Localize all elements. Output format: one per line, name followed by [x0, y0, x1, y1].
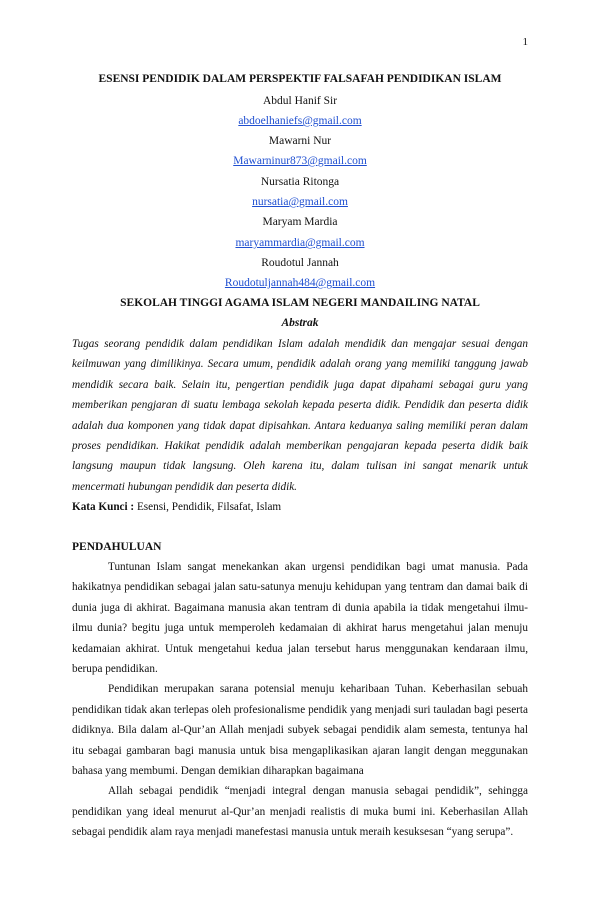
author-name: Mawarni Nur [268, 135, 332, 147]
author-name: Maryam Mardia [262, 216, 338, 228]
author-email[interactable]: nursatia@gmail.com [252, 196, 348, 208]
author-email[interactable]: Roudotuljannah484@gmail.com [224, 277, 376, 289]
keywords-label: Kata Kunci : [72, 501, 135, 513]
institution: SEKOLAH TINGGI AGAMA ISLAM NEGERI MANDAILING NATAL [120, 297, 480, 309]
body-paragraph: Tuntunan Islam sangat menekankan akan urgensi pendidikan bagi umat manusia. Pada hakikatnya pendidikan sebagai jalan satu-satunya menuju kehidupan yang tentram dan damai baik di dunia juga di akhirat. Bagaimana manusia akan tentram di dunia apabila ia tidak mengetahui ilmu-ilmu dunia? begitu juga untuk memperoleh kedamaian di akhirat harus mengetahui jalan menuju kedamaian akhirat. Untuk mengetahui kedua jalan tersebut harus menggunakan kendaraan ilmu, berupa pendidikan. [72, 561, 528, 676]
author-name: Roudotul Jannah [261, 257, 339, 269]
author-email[interactable]: maryammardia@gmail.com [235, 237, 365, 249]
author-name: Nursatia Ritonga [260, 176, 340, 188]
section-heading: PENDAHULUAN [72, 541, 162, 553]
keywords: Esensi, Pendidik, Filsafat, Islam [136, 501, 282, 513]
author-email[interactable]: abdoelhaniefs@gmail.com [238, 115, 362, 127]
body-paragraph: Allah sebagai pendidik “menjadi integral dengan manusia sebagai pendidik”, sehingga pendidikan yang ideal menurut al-Qur’an menjadi realistis di muka bumi ini. Keberhasilan Allah sebagai pendidik alam raya menjadi manefestasi manusia untuk meraih kesuksesan “yang serupa”. [72, 785, 528, 839]
author-email[interactable]: Mawarninur873@gmail.com [233, 155, 367, 167]
body-text [72, 557, 528, 843]
paper-title: ESENSI PENDIDIK DALAM PERSPEKTIF FALSAFAH PENDIDIKAN ISLAM [98, 73, 502, 85]
body-paragraph: Pendidikan merupakan sarana potensial menuju keharibaan Tuhan. Keberhasilan sebuah pendidikan tidak akan terlepas oleh profesionalisme pendidik yang menjadi suri tauladan bagi peserta didiknya. Bila dalam al-Qur’an Allah menjadi subyek sebagai pendidik alam semesta, tentunya hal itu sebagai gambaran bagi manusia untuk bisa mengaplikasikan ajaran langit dengan meggunakan bahasa yang membumi. Dengan demikian diharapkan bagaimana [72, 683, 528, 778]
author-name: Abdul Hanif Sir [262, 95, 338, 107]
page-number: 1 [522, 36, 528, 48]
keywords-line [72, 497, 528, 517]
abstract-heading: Abstrak [281, 317, 319, 329]
abstract-text: Tugas seorang pendidik dalam pendidikan Islam adalah mendidik dan mengajar sesuai dengan keilmuwan yang dimilikinya. Secara umum, pendidik adalah orang yang memiliki tanggung jawab mendidik secara baik. Selain itu, pengertian pendidik juga dapat dipahami sebagai guru yang memberikan pengjaran di suatu lembaga sekolah kepada peserta didik. Pendidik dan peserta didik adalah dua komponen yang tidak dapat dipisahkan. Antara keduanya saling memiliki peran dalam proses pendidikan. Hakikat pendidik adalah memberikan pengajaran kepada peserta didik baik langsung maupun tidak langsung. Oleh karena itu, dalam tulisan ini sangat menarik untuk mencermati hubungan pendidik dan peserta didik. [72, 338, 528, 493]
